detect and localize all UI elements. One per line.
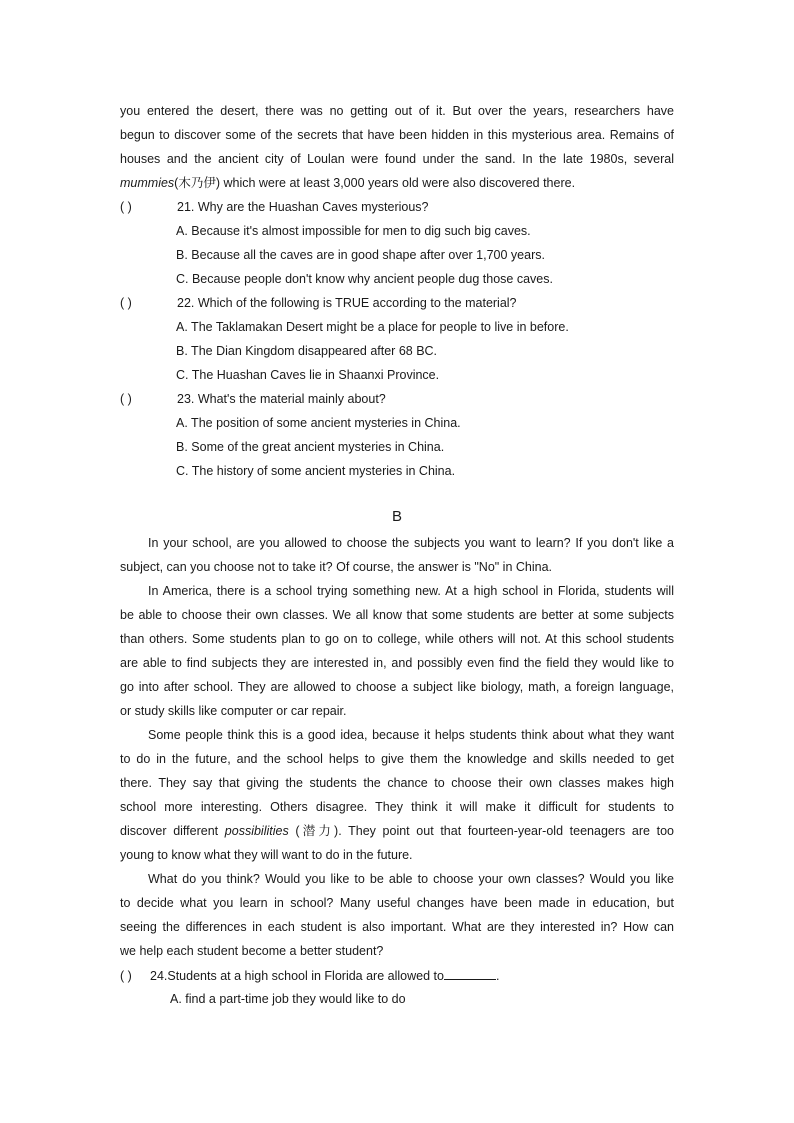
paragraph-line: are able to find subjects they are interested in, and possibly even find the field they would like to xyxy=(120,656,674,670)
answer-blank[interactable] xyxy=(444,967,496,980)
paragraph-line: What do you think? Would you like to be able to choose your own classes? Would you like xyxy=(148,872,674,886)
paragraph-line: we help each student become a better student? xyxy=(120,944,384,958)
paragraph-line: go into after school. They are allowed to choose a subject like biology, math, a foreign language, xyxy=(120,680,674,694)
paragraph-line: In America, there is a school trying something new. At a high school in Florida, students will xyxy=(148,584,674,598)
paragraph-line: or study skills like computer or car repair. xyxy=(120,704,347,718)
option-a: A. The Taklamakan Desert might be a place for people to live in before. xyxy=(176,320,569,334)
question-24 xyxy=(120,967,674,984)
paragraph-line xyxy=(120,823,674,839)
option-c: C. The history of some ancient mysteries in China. xyxy=(176,464,456,478)
paragraph-text: discover different xyxy=(120,824,225,838)
answer-paren[interactable]: ( ) xyxy=(120,296,132,310)
section-heading: B xyxy=(391,508,402,525)
option-b: B. The Dian Kingdom disappeared after 68 BC. xyxy=(176,344,438,358)
answer-paren[interactable]: ( ) xyxy=(120,969,132,983)
question-stem: 24.Students at a high school in Florida are allowed to xyxy=(150,969,444,983)
option-a: A. The position of some ancient mysteries in China. xyxy=(176,416,461,430)
paragraph-line: to do in the future, and the school helps to give them the knowledge and skills needed to get xyxy=(120,752,674,766)
paragraph-line: than others. Some students plan to go on to college, while others will not. At this school students xyxy=(120,632,674,646)
answer-paren[interactable]: ( ) xyxy=(120,392,132,406)
option-a: A. Because it's almost impossible for men to dig such big caves. xyxy=(176,224,531,238)
paragraph-text: (潜力). They point out that fourteen-year-old teenagers are too xyxy=(288,824,675,838)
passage-line xyxy=(120,175,674,191)
option-b: B. Because all the caves are in good shape after over 1,700 years. xyxy=(176,248,545,262)
paragraph-line: young to know what they will want to do in the future. xyxy=(120,848,413,862)
option-c: C. The Huashan Caves lie in Shaanxi Province. xyxy=(176,368,440,382)
paragraph-line: school more interesting. Others disagree. They think it will make it difficult for students to xyxy=(120,800,674,814)
question-stem: 23. What's the material mainly about? xyxy=(177,392,386,406)
paragraph-line: seeing the differences in each student is also important. What are they interested in? How can xyxy=(120,920,674,934)
paragraph-line: be able to choose their own classes. We all know that some students are better at some subjects xyxy=(120,608,674,622)
italic-word: mummies xyxy=(120,176,175,190)
passage-line: you entered the desert, there was no getting out of it. But over the years, researchers have xyxy=(120,104,674,118)
passage-text: (木乃伊) which were at least 3,000 years old were also discovered there. xyxy=(174,176,576,190)
option-c: C. Because people don't know why ancient people dug those caves. xyxy=(176,272,553,286)
option-a: A. find a part-time job they would like to do xyxy=(170,992,406,1006)
paragraph-line: Some people think this is a good idea, because it helps students think about what they want xyxy=(148,728,674,742)
paragraph-line: subject, can you choose not to take it? Of course, the answer is "No" in China. xyxy=(120,560,553,574)
question-22 xyxy=(120,295,674,311)
paragraph-line: there. They say that giving the students the chance to choose their own classes makes high xyxy=(120,776,674,790)
paragraph-line: to decide what you learn in school? Many useful changes have been made in education, but xyxy=(120,896,674,910)
question-end: . xyxy=(495,969,500,983)
passage-line: begun to discover some of the secrets that have been hidden in this mysterious area. Remains of xyxy=(120,128,674,142)
passage-line: houses and the ancient city of Loulan were found under the sand. In the late 1980s, several xyxy=(120,152,674,166)
option-b: B. Some of the great ancient mysteries in China. xyxy=(176,440,445,454)
question-21 xyxy=(120,199,674,215)
question-23 xyxy=(120,391,674,407)
italic-word: possibilities xyxy=(224,824,289,838)
answer-paren[interactable]: ( ) xyxy=(120,200,132,214)
paragraph-line: In your school, are you allowed to choose the subjects you want to learn? If you don't like a xyxy=(148,536,674,550)
question-stem: 22. Which of the following is TRUE according to the material? xyxy=(177,296,517,310)
question-stem: 21. Why are the Huashan Caves mysterious? xyxy=(177,200,429,214)
